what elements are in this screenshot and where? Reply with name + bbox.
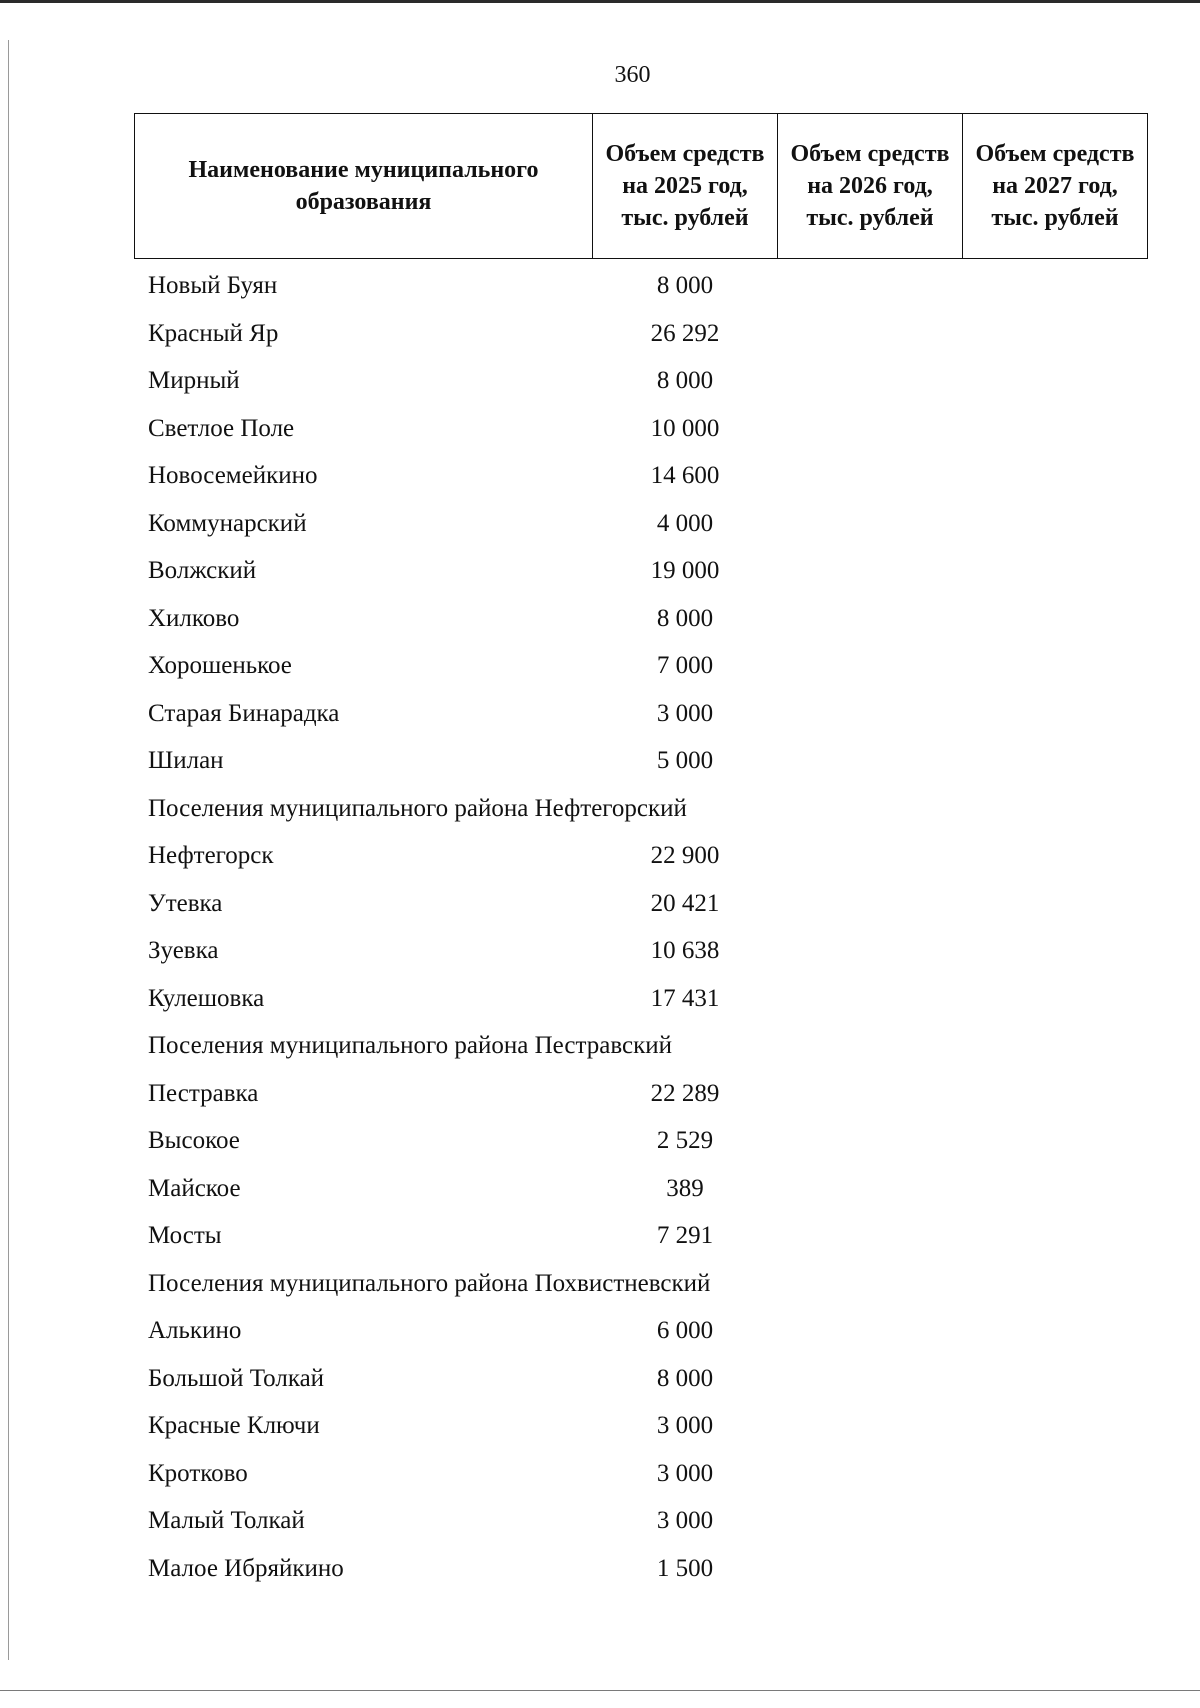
header-volume-2027: Объем средств на 2027 год, тыс. рублей [963,114,1148,259]
scan-edge-bottom [0,1690,1200,1691]
table-row [0,1070,1200,1118]
volume-2025-value: 7 291 [656,1222,714,1249]
table-row [0,1022,1200,1070]
volume-2025-value: 26 292 [650,319,720,347]
municipality-name: Хилково [148,604,240,632]
municipality-name: Пестравка [148,1079,259,1107]
volume-2025-value: 3 000 [656,699,714,727]
municipality-name: Красный Яр [148,319,279,347]
volume-2025-value: 10 000 [650,414,720,442]
volume-2025-value: 2 529 [656,1127,714,1154]
table-row [0,690,1200,738]
volume-2025-value: 3 000 [656,1507,714,1534]
municipality-name: Кротково [148,1459,248,1487]
page-number: 360 [614,62,651,88]
municipality-name: Большой Толкай [148,1364,325,1392]
table-row [0,1260,1200,1308]
volume-2025-value: 6 000 [656,1317,714,1344]
volume-2025-value: 8 000 [656,367,714,394]
municipality-name: Майское [148,1174,241,1202]
table-row [0,357,1200,405]
volume-2025-value: 8 000 [656,272,714,299]
municipality-name: Утевка [148,889,223,917]
table-row [0,1117,1200,1165]
table-row [0,1212,1200,1260]
table-row [0,1402,1200,1450]
table-row [0,405,1200,453]
municipality-name: Зуевка [148,937,219,964]
municipality-name: Новосемейкино [148,462,318,489]
municipality-name: Коммунарский [148,509,307,537]
table-row [0,1307,1200,1355]
table-row [0,452,1200,500]
volume-2025-value: 17 431 [650,984,720,1012]
municipality-name: Мирный [148,367,240,394]
volume-2025-value: 389 [666,1174,704,1202]
table-row [0,1165,1200,1213]
scan-edge-top [0,0,1200,3]
table-header [134,113,1148,259]
municipality-name: Малое Ибряйкино [148,1554,344,1582]
municipality-name: Высокое [148,1127,240,1154]
volume-2025-value: 4 000 [656,509,714,537]
table-row [0,927,1200,975]
table-row [0,832,1200,880]
table-row [0,547,1200,595]
header-volume-2025: Объем средств на 2025 год, тыс. рублей [593,114,778,259]
volume-2025-value: 20 421 [650,889,720,917]
municipality-name: Волжский [148,557,257,584]
municipality-name: Хорошенькое [148,652,292,679]
table-row [0,500,1200,548]
municipality-name: Шилан [148,747,224,774]
table-row [0,642,1200,690]
volume-2025-value: 14 600 [650,462,720,489]
table-row [0,310,1200,358]
municipality-name: Мосты [148,1222,222,1249]
municipality-name: Поселения муниципального района Пестравский [148,1032,672,1059]
volume-2025-value: 7 000 [656,652,714,679]
municipality-name: Кулешовка [148,984,265,1012]
volume-2025-value: 8 000 [656,1364,714,1392]
volume-2025-value: 22 900 [650,842,720,869]
table-row [0,1497,1200,1545]
municipality-name: Поселения муниципального района Нефтегорский [148,794,687,822]
volume-2025-value: 5 000 [656,747,714,774]
municipality-name: Малый Толкай [148,1507,305,1534]
table-row [0,1545,1200,1593]
municipality-name: Нефтегорск [148,842,274,869]
volume-2025-value: 3 000 [656,1412,714,1439]
volume-2025-value: 1 500 [656,1554,714,1582]
volume-2025-value: 8 000 [656,604,714,632]
header-municipality-name: Наименование муниципального образования [135,114,593,259]
volume-2025-value: 22 289 [650,1079,720,1107]
volume-2025-value: 19 000 [650,557,720,584]
table-row [0,1450,1200,1498]
municipality-name: Светлое Поле [148,414,295,442]
header-volume-2026: Объем средств на 2026 год, тыс. рублей [778,114,963,259]
table-row [0,595,1200,643]
table-row [0,1355,1200,1403]
table-row [0,785,1200,833]
municipality-name: Старая Бинарадка [148,699,340,727]
header-row [135,114,1148,259]
municipality-name: Поселения муниципального района Похвистневский [148,1269,711,1297]
table-body [0,262,1200,1592]
municipality-name: Красные Ключи [148,1412,320,1439]
municipality-name: Алькино [148,1317,242,1344]
volume-2025-value: 3 000 [656,1459,714,1487]
table-row [0,975,1200,1023]
municipality-name: Новый Буян [148,272,278,299]
volume-2025-value: 10 638 [650,937,720,964]
table-row [0,262,1200,310]
table-row [0,737,1200,785]
table-row [0,880,1200,928]
